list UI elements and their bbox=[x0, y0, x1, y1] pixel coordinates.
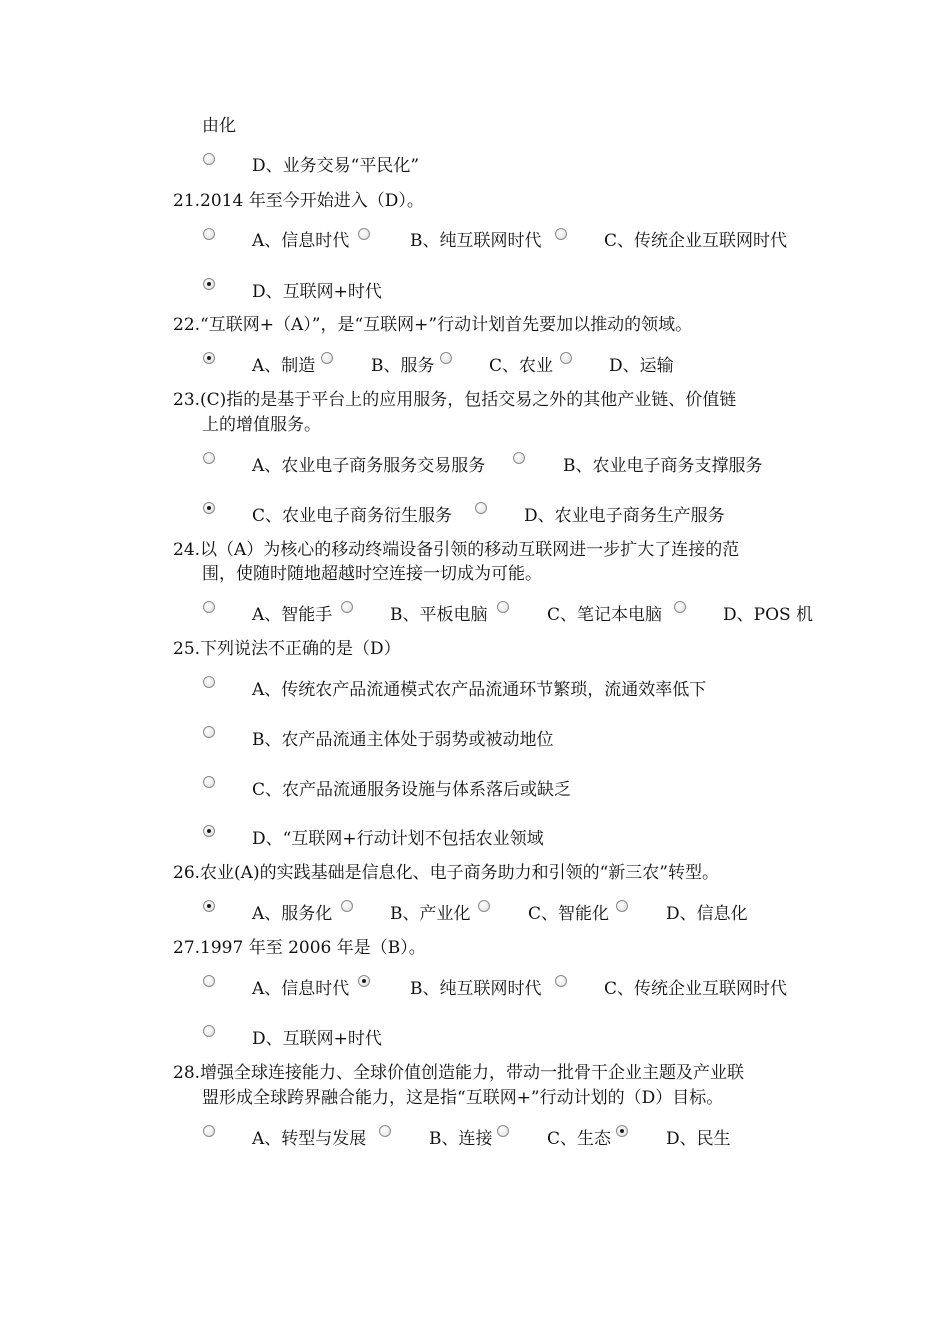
q22-radio-c[interactable] bbox=[440, 352, 452, 364]
q24-option-a: A、智能手 bbox=[252, 605, 333, 625]
q26-option-a: A、服务化 bbox=[252, 904, 333, 924]
q24-radio-c[interactable] bbox=[497, 601, 509, 613]
q25-radio-b[interactable] bbox=[203, 726, 215, 738]
q27-option-b: B、纯互联网时代 bbox=[410, 979, 542, 999]
question-24-stem: 24.以（A）为核心的移动终端设备引领的移动互联网进一步扩大了连接的范 bbox=[173, 540, 740, 560]
question-23-continuation: 上的增值服务。 bbox=[202, 415, 321, 435]
q25-option-c: C、农产品流通服务设施与体系落后或缺乏 bbox=[252, 780, 572, 800]
q25-radio-c[interactable] bbox=[203, 776, 215, 788]
question-24-continuation: 围，使随时随地超越时空连接一切成为可能。 bbox=[202, 564, 542, 584]
q22-option-b: B、服务 bbox=[371, 356, 435, 376]
question-27-stem: 27.1997 年至 2006 年是（B）。 bbox=[173, 938, 426, 958]
q24-option-d: D、POS 机 bbox=[723, 605, 814, 625]
q25-radio-a[interactable] bbox=[203, 676, 215, 688]
question-28-continuation: 盟形成全球跨界融合能力，这是指“互联网+”行动计划的（D）目标。 bbox=[202, 1088, 724, 1108]
q23-radio-c[interactable] bbox=[203, 502, 215, 514]
q21-option-c: C、传统企业互联网时代 bbox=[604, 231, 788, 251]
q22-radio-d[interactable] bbox=[560, 352, 572, 364]
q24-option-b: B、平板电脑 bbox=[390, 605, 488, 625]
q28-option-b: B、连接 bbox=[429, 1129, 493, 1149]
question-28-stem: 28.增强全球连接能力、全球价值创造能力，带动一批骨干企业主题及产业联 bbox=[173, 1063, 745, 1083]
q22-radio-a[interactable] bbox=[203, 352, 215, 364]
q25-option-a: A、传统农产品流通模式农产品流通环节繁琐，流通效率低下 bbox=[252, 680, 707, 700]
q22-option-a: A、制造 bbox=[252, 356, 316, 376]
q21-radio-b[interactable] bbox=[358, 228, 370, 240]
q27-option-a: A、信息时代 bbox=[252, 979, 350, 999]
q21-option-d: D、互联网+时代 bbox=[252, 282, 382, 302]
q21-radio-a[interactable] bbox=[203, 228, 215, 240]
q28-radio-b[interactable] bbox=[379, 1125, 391, 1137]
q27-option-d: D、互联网+时代 bbox=[252, 1029, 382, 1049]
q26-radio-b[interactable] bbox=[341, 900, 353, 912]
q26-option-d: D、信息化 bbox=[666, 904, 748, 924]
q23-radio-b[interactable] bbox=[513, 452, 525, 464]
q22-option-d: D、运输 bbox=[609, 356, 674, 376]
q28-option-d: D、民生 bbox=[666, 1129, 731, 1149]
question-23-stem: 23.(C)指的是基于平台上的应用服务，包括交易之外的其他产业链、价值链 bbox=[173, 390, 737, 410]
q26-option-b: B、产业化 bbox=[390, 904, 471, 924]
q28-radio-a[interactable] bbox=[203, 1125, 215, 1137]
option-d-label: D、业务交易“平民化” bbox=[252, 156, 420, 176]
q25-option-d: D、“互联网+行动计划不包括农业领域 bbox=[252, 829, 544, 849]
q27-radio-d[interactable] bbox=[203, 1025, 215, 1037]
q28-option-c: C、生态 bbox=[547, 1129, 612, 1149]
q23-option-d: D、农业电子商务生产服务 bbox=[524, 506, 725, 526]
q23-option-a: A、农业电子商务服务交易服务 bbox=[252, 456, 486, 476]
q26-option-c: C、智能化 bbox=[528, 904, 610, 924]
question-continuation: 由化 bbox=[202, 116, 236, 136]
q25-radio-d[interactable] bbox=[203, 825, 215, 837]
q21-option-a: A、信息时代 bbox=[252, 231, 350, 251]
q27-radio-a[interactable] bbox=[203, 975, 215, 987]
q26-radio-a[interactable] bbox=[203, 900, 215, 912]
question-26-stem: 26.农业(A)的实践基础是信息化、电子商务助力和引领的“新三农”转型。 bbox=[173, 863, 719, 883]
q28-option-a: A、转型与发展 bbox=[252, 1129, 367, 1149]
q24-radio-d[interactable] bbox=[674, 601, 686, 613]
q26-radio-c[interactable] bbox=[478, 900, 490, 912]
q25-option-b: B、农产品流通主体处于弱势或被动地位 bbox=[252, 730, 554, 750]
q23-option-c: C、农业电子商务衍生服务 bbox=[252, 506, 453, 526]
q23-radio-d[interactable] bbox=[475, 502, 487, 514]
q21-radio-d[interactable] bbox=[203, 278, 215, 290]
q22-option-c: C、农业 bbox=[489, 356, 554, 376]
q26-radio-d[interactable] bbox=[616, 900, 628, 912]
q24-radio-b[interactable] bbox=[341, 601, 353, 613]
q24-radio-a[interactable] bbox=[203, 601, 215, 613]
q28-radio-c[interactable] bbox=[497, 1125, 509, 1137]
q23-radio-a[interactable] bbox=[203, 452, 215, 464]
q27-option-c: C、传统企业互联网时代 bbox=[604, 979, 788, 999]
question-22-stem: 22.“互联网+（A）”，是“互联网+”行动计划首先要加以推动的领域。 bbox=[173, 315, 693, 335]
q23-option-b: B、农业电子商务支撑服务 bbox=[563, 456, 763, 476]
q21-radio-c[interactable] bbox=[555, 228, 567, 240]
q22-radio-b[interactable] bbox=[321, 352, 333, 364]
radio-option-d[interactable] bbox=[203, 153, 215, 165]
q27-radio-b[interactable] bbox=[358, 975, 370, 987]
q24-option-c: C、笔记本电脑 bbox=[547, 605, 663, 625]
q28-radio-d[interactable] bbox=[616, 1125, 628, 1137]
question-21-stem: 21.2014 年至今开始进入（D）。 bbox=[173, 191, 424, 211]
q27-radio-c[interactable] bbox=[555, 975, 567, 987]
q21-option-b: B、纯互联网时代 bbox=[410, 231, 542, 251]
question-25-stem: 25.下列说法不正确的是（D） bbox=[173, 639, 401, 659]
